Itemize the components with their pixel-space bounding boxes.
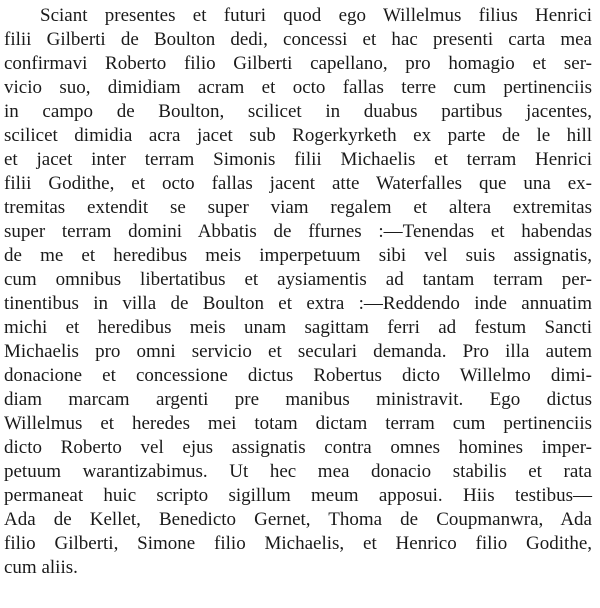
text-line: tinentibus in villa de Boulton et extra :—Reddendo inde annuatim (4, 293, 592, 314)
text-line: filio Gilberti, Simone filio Michaelis, et Henrico filio Godithe, (4, 533, 592, 554)
text-line: filii Gilberti de Boulton dedi, concessi et hac presenti carta mea (4, 29, 592, 50)
text-line: filii Godithe, et octo fallas jacent atte Waterfalles que una ex- (4, 173, 592, 194)
text-line: Michaelis pro omni servicio et seculari demanda. Pro illa autem (4, 341, 592, 362)
text-line: et jacet inter terram Simonis filii Michaelis et terram Henrici (4, 149, 592, 170)
text-line: de me et heredibus meis imperpetuum sibi vel suis assignatis, (4, 245, 592, 266)
text-line: in campo de Boulton, scilicet in duabus partibus jacentes, (4, 101, 592, 122)
text-line: vicio suo, dimidiam acram et octo fallas terre cum pertinenciis (4, 77, 592, 98)
text-line: Ada de Kellet, Benedicto Gernet, Thoma de Coupmanwra, Ada (4, 509, 592, 530)
text-line: michi et heredibus meis unam sagittam ferri ad festum Sancti (4, 317, 592, 338)
text-line: tremitas extendit se super viam regalem et altera extremitas (4, 197, 592, 218)
text-line: cum aliis. (4, 557, 78, 578)
text-line: Sciant presentes et futuri quod ego Willelmus filius Henrici (40, 5, 592, 26)
text-line: diam marcam argenti pre manibus ministravit. Ego dictus (4, 389, 592, 410)
text-line: permaneat huic scripto sigillum meum apposui. Hiis testibus— (4, 485, 592, 506)
text-line: dicto Roberto vel ejus assignatis contra omnes homines imper- (4, 437, 592, 458)
text-line: scilicet dimidia acra jacet sub Rogerkyrketh ex parte de le hill (4, 125, 592, 146)
text-line: Willelmus et heredes mei totam dictam terram cum pertinenciis (4, 413, 592, 434)
text-line: super terram domini Abbatis de ffurnes :—Tenendas et habendas (4, 221, 592, 242)
text-line: confirmavi Roberto filio Gilberti capellano, pro homagio et ser- (4, 53, 592, 74)
text-line: donacione et concessione dictus Robertus dicto Willelmo dimi- (4, 365, 592, 386)
text-line: cum omnibus libertatibus et aysiamentis ad tantam terram per- (4, 269, 592, 290)
text-line: petuum warantizabimus. Ut hec mea donacio stabilis et rata (4, 461, 592, 482)
